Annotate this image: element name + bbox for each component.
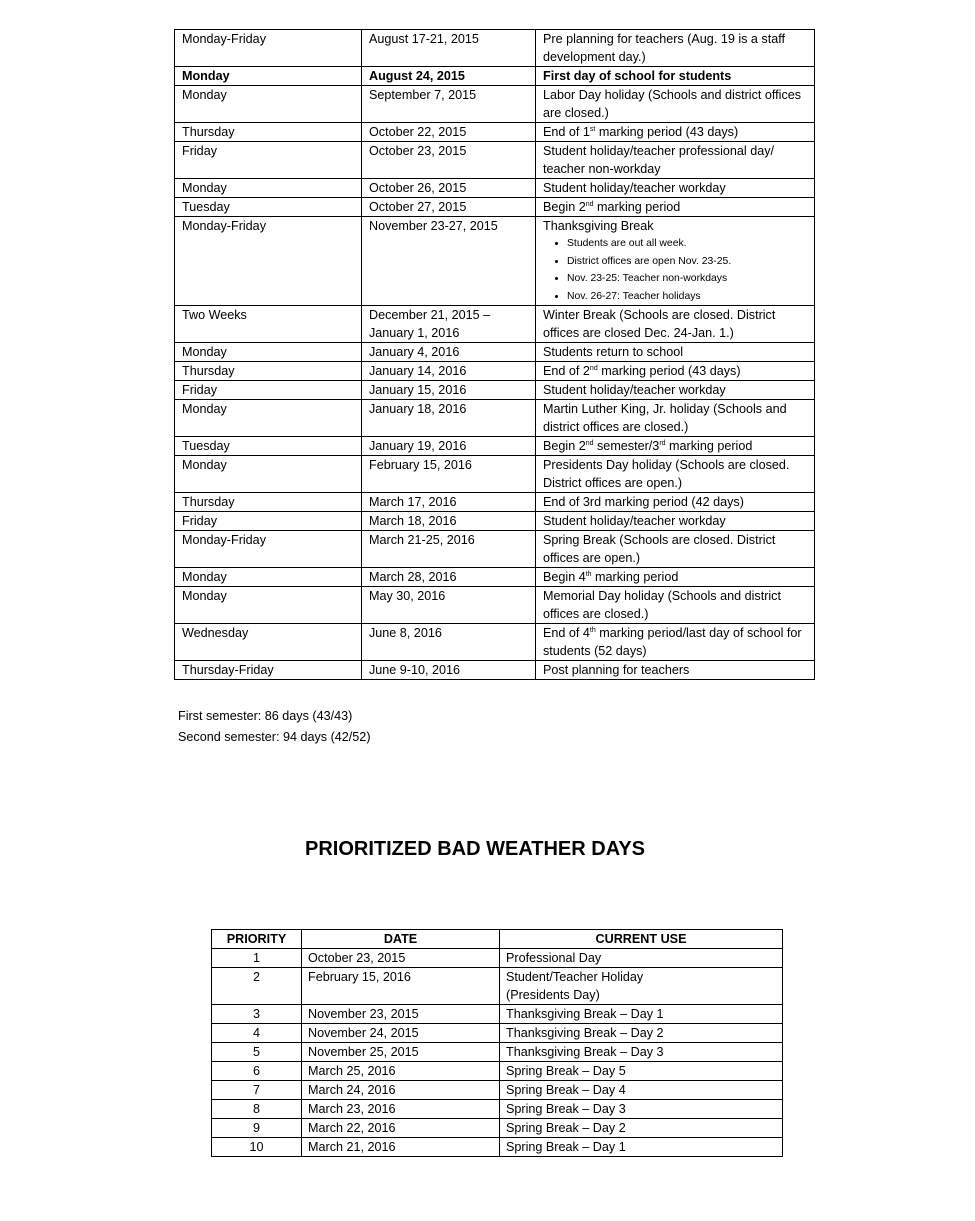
calendar-description: Begin 4th marking period [536,568,815,587]
calendar-description: End of 3rd marking period (42 days) [536,493,815,512]
current-use-cell: Thanksgiving Break – Day 2 [500,1024,783,1043]
calendar-row [175,198,815,217]
calendar-description: Martin Luther King, Jr. holiday (Schools and district offices are closed.) [536,400,815,437]
calendar-row [175,362,815,381]
calendar-row [175,381,815,400]
calendar-date: June 9-10, 2016 [362,661,536,680]
calendar-day: Friday [175,512,362,531]
calendar-description: Presidents Day holiday (Schools are closed. District offices are open.) [536,456,815,493]
table-row [212,968,783,1005]
calendar-day: Monday [175,86,362,123]
date-cell: February 15, 2016 [302,968,500,1005]
calendar-description: Students return to school [536,343,815,362]
calendar-row [175,587,815,624]
calendar-date: June 8, 2016 [362,624,536,661]
semester-summary [178,706,371,748]
calendar-row [175,86,815,123]
calendar-date: December 21, 2015 – January 1, 2016 [362,306,536,343]
calendar-date: October 22, 2015 [362,123,536,142]
calendar-day: Monday [175,587,362,624]
date-cell: March 25, 2016 [302,1062,500,1081]
calendar-day: Monday [175,568,362,587]
calendar-day: Tuesday [175,198,362,217]
calendar-day: Monday [175,343,362,362]
calendar-description: Student holiday/teacher workday [536,179,815,198]
calendar-row [175,512,815,531]
date-cell: October 23, 2015 [302,949,500,968]
priority-cell: 5 [212,1043,302,1062]
calendar-date: February 15, 2016 [362,456,536,493]
priority-cell: 2 [212,968,302,1005]
calendar-description: Begin 2nd semester/3rd marking period [536,437,815,456]
calendar-description: End of 4th marking period/last day of school for students (52 days) [536,624,815,661]
current-use-cell: Spring Break – Day 4 [500,1081,783,1100]
calendar-date: January 4, 2016 [362,343,536,362]
calendar-row [175,437,815,456]
calendar-row-thanksgiving [175,217,815,306]
bullet-item: • Students are out all week. [567,235,807,253]
date-cell: November 24, 2015 [302,1024,500,1043]
calendar-description: End of 2nd marking period (43 days) [536,362,815,381]
current-use-cell: Spring Break – Day 5 [500,1062,783,1081]
date-cell: November 23, 2015 [302,1005,500,1024]
calendar-date: January 15, 2016 [362,381,536,400]
thanksgiving-bullet-list [543,235,807,305]
calendar-row [175,400,815,437]
calendar-day: Thursday [175,362,362,381]
priority-cell: 3 [212,1005,302,1024]
table-row [212,1062,783,1081]
priority-cell: 4 [212,1024,302,1043]
calendar-row [175,343,815,362]
calendar-day: Monday-Friday [175,30,362,67]
calendar-description: Spring Break (Schools are closed. District offices are open.) [536,531,815,568]
calendar-day: Monday [175,67,362,86]
calendar-row [175,123,815,142]
calendar-day: Friday [175,142,362,179]
current-use-cell: Spring Break – Day 3 [500,1100,783,1119]
current-use-cell: Thanksgiving Break – Day 3 [500,1043,783,1062]
calendar-date: May 30, 2016 [362,587,536,624]
priority-cell: 7 [212,1081,302,1100]
calendar-day: Thursday [175,123,362,142]
date-cell: March 23, 2016 [302,1100,500,1119]
calendar-row [175,306,815,343]
calendar-description: Thanksgiving Break • Students are out all week. • District offices are open Nov. 23-25. • Nov. 23-25: Teacher non-workdays • Nov. 26-27: Teacher holidays [536,217,815,306]
calendar-date: January 18, 2016 [362,400,536,437]
bullet-item: • Nov. 26-27: Teacher holidays [567,288,807,306]
table-row [212,1024,783,1043]
calendar-day: Monday-Friday [175,531,362,568]
current-use-cell: Spring Break – Day 1 [500,1138,783,1157]
calendar-date: October 26, 2015 [362,179,536,198]
calendar-date: March 17, 2016 [362,493,536,512]
calendar-description: First day of school for students [536,67,815,86]
calendar-row [175,493,815,512]
calendar-day: Monday [175,400,362,437]
calendar-date: October 27, 2015 [362,198,536,217]
calendar-date: January 19, 2016 [362,437,536,456]
current-use-cell: Student/Teacher Holiday (Presidents Day) [500,968,783,1005]
current-use-cell: Professional Day [500,949,783,968]
table-row [212,949,783,968]
calendar-row [175,661,815,680]
calendar-description: Pre planning for teachers (Aug. 19 is a staff development day.) [536,30,815,67]
calendar-day: Monday [175,456,362,493]
table-row [212,1119,783,1138]
current-use-column-header: CURRENT USE [500,930,783,949]
calendar-description: Student holiday/teacher professional day/ teacher non-workday [536,142,815,179]
calendar-description: Student holiday/teacher workday [536,381,815,400]
calendar-day: Thursday-Friday [175,661,362,680]
calendar-description: Post planning for teachers [536,661,815,680]
priority-cell: 10 [212,1138,302,1157]
calendar-day: Friday [175,381,362,400]
calendar-day: Tuesday [175,437,362,456]
table-row [212,1138,783,1157]
calendar-date: August 17-21, 2015 [362,30,536,67]
table-header-row [212,930,783,949]
first-semester-text: First semester: 86 days (43/43) [178,709,353,723]
calendar-row [175,142,815,179]
bad-weather-days-heading: PRIORITIZED BAD WEATHER DAYS [304,838,646,860]
calendar-date: November 23-27, 2015 [362,217,536,306]
bad-weather-days-table [211,929,783,1157]
calendar-description: Labor Day holiday (Schools and district offices are closed.) [536,86,815,123]
calendar-row [175,179,815,198]
date-cell: November 25, 2015 [302,1043,500,1062]
table-row [212,1100,783,1119]
priority-cell: 8 [212,1100,302,1119]
priority-cell: 6 [212,1062,302,1081]
calendar-date: September 7, 2015 [362,86,536,123]
date-cell: March 22, 2016 [302,1119,500,1138]
priority-cell: 1 [212,949,302,968]
calendar-date: January 14, 2016 [362,362,536,381]
calendar-description: Begin 2nd marking period [536,198,815,217]
school-calendar-table [174,29,815,680]
calendar-date: March 21-25, 2016 [362,531,536,568]
calendar-description: Winter Break (Schools are closed. District offices are closed Dec. 24-Jan. 1.) [536,306,815,343]
calendar-row [175,30,815,67]
table-row [212,1005,783,1024]
calendar-date: March 28, 2016 [362,568,536,587]
calendar-date: March 18, 2016 [362,512,536,531]
second-semester-text: Second semester: 94 days (42/52) [178,730,371,744]
bullet-item: • District offices are open Nov. 23-25. [567,253,807,271]
current-use-cell: Spring Break – Day 2 [500,1119,783,1138]
calendar-date: August 24, 2015 [362,67,536,86]
calendar-day: Monday-Friday [175,217,362,306]
calendar-row-first-day [175,67,815,86]
calendar-row [175,624,815,661]
calendar-date: October 23, 2015 [362,142,536,179]
calendar-day: Two Weeks [175,306,362,343]
calendar-day: Thursday [175,493,362,512]
calendar-day: Monday [175,179,362,198]
priority-cell: 9 [212,1119,302,1138]
calendar-description: End of 1st marking period (43 days) [536,123,815,142]
date-cell: March 21, 2016 [302,1138,500,1157]
calendar-row [175,456,815,493]
bullet-item: • Nov. 23-25: Teacher non-workdays [567,270,807,288]
calendar-row [175,568,815,587]
calendar-description: Memorial Day holiday (Schools and district offices are closed.) [536,587,815,624]
calendar-description: Student holiday/teacher workday [536,512,815,531]
priority-column-header: PRIORITY [212,930,302,949]
table-row [212,1043,783,1062]
date-cell: March 24, 2016 [302,1081,500,1100]
calendar-row [175,531,815,568]
calendar-day: Wednesday [175,624,362,661]
current-use-cell: Thanksgiving Break – Day 1 [500,1005,783,1024]
table-row [212,1081,783,1100]
date-column-header: DATE [302,930,500,949]
